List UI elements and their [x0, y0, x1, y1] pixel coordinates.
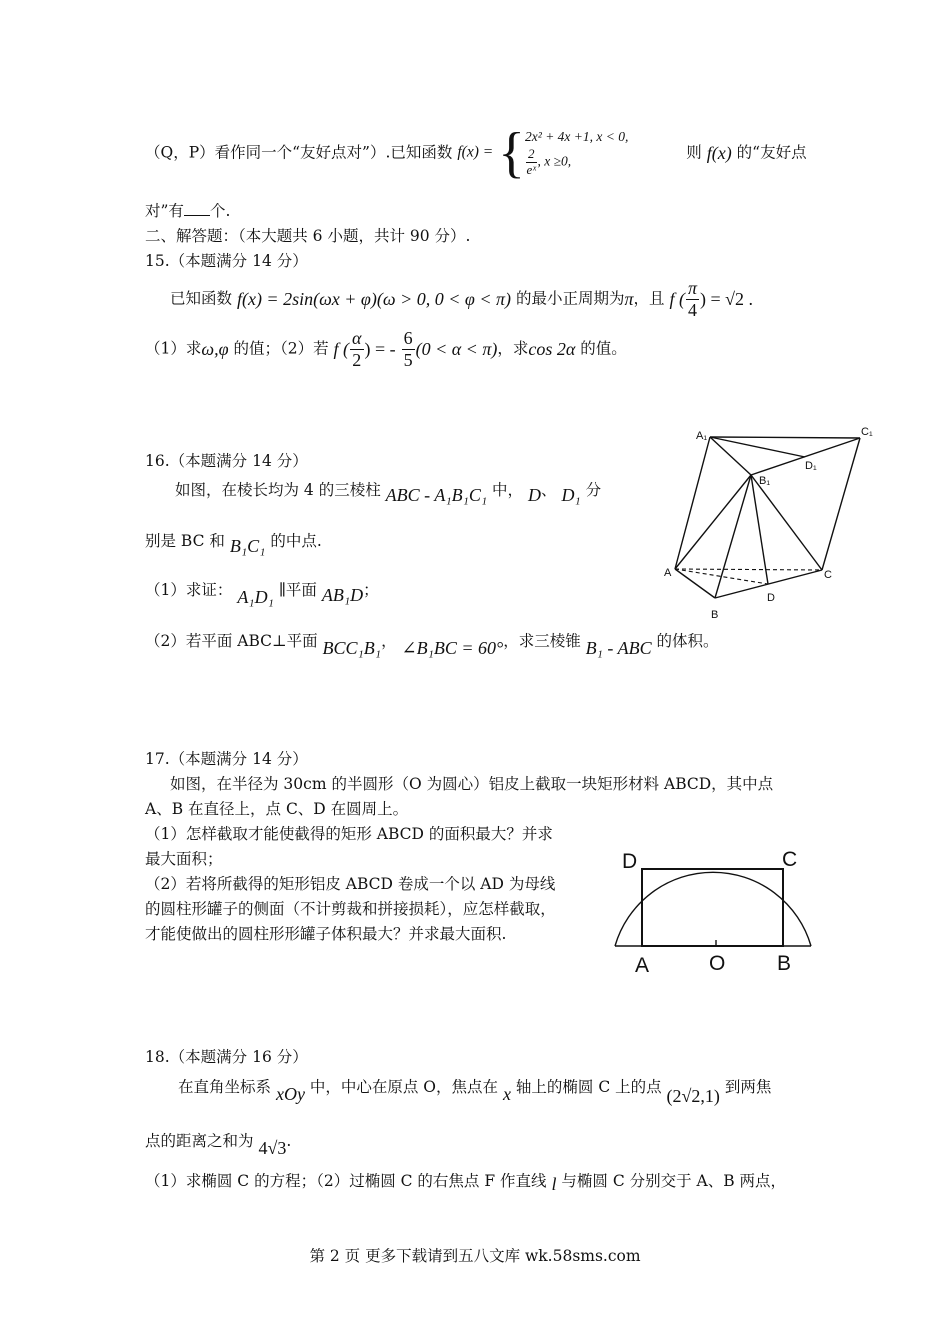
- q18-title: 18.（本题满分 16 分）: [145, 1048, 308, 1066]
- q15-f2-mid: ) = -: [364, 339, 396, 360]
- q18-line3: [145, 1168, 786, 1192]
- edge-b1-d: [751, 475, 771, 584]
- q15-f2-close: (0 < α < π): [415, 339, 498, 360]
- q18-point: (2√2,1): [666, 1086, 720, 1106]
- q18-line2: [145, 1128, 292, 1158]
- q14-tail2b: 个.: [209, 202, 231, 220]
- q16-l1-a: 如图，在棱长均为 4 的三棱柱: [175, 481, 381, 499]
- q17-line7: 才能使做出的圆柱形形罐子体积最大？并求最大面积.: [145, 925, 507, 943]
- q16-sep: 、: [540, 481, 557, 499]
- q16-title: 16.（本题满分 14 分）: [145, 452, 308, 470]
- label-b: B: [777, 952, 792, 975]
- q17-line3: （1）怎样截取才能使截得的矩形 ABCD 的面积最大？并求: [145, 825, 553, 843]
- q18-l2-b: .: [286, 1132, 292, 1150]
- q14-fx-label: f(x) =: [457, 143, 494, 161]
- label-d: D: [767, 592, 775, 604]
- edge-b1-b: [715, 475, 751, 598]
- q18-x: x: [502, 1084, 511, 1104]
- q16-l3-b: ∥平面: [278, 581, 317, 599]
- q16-line3: [145, 577, 379, 607]
- q14-line1: [145, 122, 807, 198]
- q16-l4-b: ，: [381, 632, 397, 650]
- q17-line2: A、B 在直径上，点 C、D 在圆周上。: [145, 800, 409, 818]
- q14-case2-num: 2: [528, 146, 535, 162]
- q16-pyramid: B₁ - ABC: [585, 638, 652, 658]
- q14-tail2a: 对”有: [145, 202, 184, 220]
- q14-case2-den: eˣ: [526, 162, 536, 178]
- q18-l1-c: 轴上的椭圆 C 上的点: [515, 1078, 662, 1096]
- q14-fx2: f(x): [706, 143, 732, 164]
- q14-lead: （Q，P）看作同一个“友好点对”）.已知函数: [145, 143, 453, 162]
- label-a1: A₁: [696, 430, 708, 442]
- label-d: D: [622, 850, 638, 873]
- q15-line1: [170, 278, 753, 328]
- edge-a1-b1: [710, 437, 751, 475]
- q16-ab1d: AB₁D: [321, 585, 364, 605]
- q18-l1-b: 中，中心在原点 O，焦点在: [309, 1078, 499, 1096]
- q17-title: 17.（本题满分 14 分）: [145, 750, 308, 768]
- q18-l1-a: 在直角坐标系: [178, 1078, 272, 1096]
- q17-line1: 如图，在半径为 30cm 的半圆形（O 为圆心）铝皮上截取一块矩形材料 ABCD，其中点: [170, 775, 774, 793]
- q15-frac3-num: 6: [403, 328, 413, 348]
- q15-frac-num: π: [687, 278, 697, 298]
- semicircle-figure: [605, 840, 825, 980]
- q14-then: 则: [686, 143, 702, 162]
- q15-l1-a: 已知函数: [170, 289, 233, 308]
- q15-title: 15.（本题满分 14 分）: [145, 252, 308, 270]
- q14-piecewise: [498, 122, 629, 184]
- q16-angle: ∠B₁BC = 60°: [401, 638, 504, 658]
- label-b1: B₁: [759, 475, 771, 487]
- q16-l4-a: （2）若平面 ABC⊥平面: [145, 632, 318, 650]
- brace-icon: {: [498, 122, 526, 184]
- q15-formula: f(x) = 2sin(ωx + φ)(ω > 0, 0 < φ < π): [236, 289, 511, 310]
- q18-l3-a: （1）求椭圆 C 的方程；（2）过椭圆 C 的右焦点 F 作直线: [145, 1172, 547, 1190]
- q15-pi: π: [624, 289, 634, 310]
- q15-cos2a: cos 2α: [528, 339, 576, 360]
- q15-frac2-num: α: [352, 328, 362, 348]
- label-c: C: [782, 848, 798, 871]
- q15-l2-a: （1）求: [145, 339, 202, 358]
- q15-l2-d: 的值。: [580, 339, 627, 358]
- q16-l4-d: 的体积。: [656, 632, 719, 650]
- q15-l1-b: 的最小正周期为: [515, 289, 625, 308]
- q14-case1: 2x² + 4x +1, x < 0,: [525, 129, 629, 145]
- q15-l1-c: ，且: [633, 289, 665, 308]
- rectangle-abcd: [642, 869, 783, 946]
- q16-d1: D₁: [561, 485, 581, 505]
- q16-line2: [145, 528, 322, 556]
- edge-a-b: [675, 569, 715, 598]
- edge-c1-c: [822, 438, 860, 570]
- q15-frac2-den: 2: [352, 349, 362, 370]
- q14-tail1: 的“友好点: [736, 143, 807, 162]
- prism-figure: [655, 418, 885, 630]
- q16-d: D: [527, 485, 541, 505]
- edge-b1-a: [675, 475, 751, 569]
- q15-l2-c: ，求: [497, 339, 529, 358]
- q15-f-open: f (: [669, 289, 685, 310]
- q15-f-close: ) = √2 .: [699, 289, 753, 310]
- q18-line1: [178, 1074, 772, 1106]
- q17-line4: 最大面积；: [145, 850, 223, 868]
- q16-l3-c: ；: [363, 581, 379, 599]
- edge-a1-a: [675, 437, 710, 569]
- edge-b1-c: [751, 475, 822, 570]
- q16-l2-a: 别是 BC 和: [145, 532, 225, 550]
- label-d1: D₁: [805, 460, 817, 472]
- q15-frac-den: 4: [687, 299, 697, 320]
- q16-l3-a: （1）求证：: [145, 581, 233, 599]
- edge-a-c-dashed: [675, 569, 822, 570]
- q15-frac3-den: 5: [403, 349, 413, 370]
- label-a: A: [664, 567, 672, 579]
- label-o: O: [709, 952, 726, 975]
- q15-line2: [145, 328, 627, 378]
- q15-wphi: ω,φ: [201, 339, 229, 360]
- q16-l2-b: 的中点.: [270, 532, 322, 550]
- edge-a1-d1: [710, 437, 805, 457]
- q15-f2-open: f (: [333, 339, 350, 360]
- q18-l: l: [551, 1174, 557, 1194]
- label-a: A: [635, 954, 650, 977]
- edge-a1-c1: [710, 437, 860, 438]
- q18-xoy: xOy: [275, 1084, 305, 1104]
- section-heading: 二、解答题：（本大题共 6 小题，共计 90 分）.: [145, 227, 471, 245]
- q16-l1-b: 中，: [492, 481, 524, 499]
- q14-line2: [145, 201, 230, 222]
- q16-l4-c: ，求三棱锥: [503, 632, 581, 650]
- q18-sum: 4√3: [258, 1138, 287, 1158]
- q16-a1d1: A₁D₁: [237, 587, 274, 607]
- answer-blank[interactable]: [184, 215, 210, 216]
- q16-bcc1b1: BCC₁B₁: [322, 638, 382, 658]
- q18-l1-d: 到两焦: [724, 1078, 772, 1096]
- q16-b1c1: B₁C₁: [229, 536, 266, 556]
- q16-line1: [175, 477, 602, 505]
- q17-line6: 的圆柱形罐子的侧面（不计剪裁和拼接损耗），应怎样截取，: [145, 900, 556, 918]
- q14-case2-cond: , x ≥0,: [537, 153, 572, 169]
- q16-line4: [145, 628, 719, 658]
- semicircle-arc: [615, 872, 811, 946]
- page-footer: 第 2 页 更多下载请到五八文库 wk.58sms.com: [309, 1247, 641, 1265]
- label-c: C: [824, 569, 832, 581]
- q16-l1-c: 分: [585, 481, 602, 499]
- q17-line5: （2）若将所截得的矩形铝皮 ABCD 卷成一个以 AD 为母线: [145, 875, 556, 893]
- q15-l2-b: 的值；（2）若: [233, 339, 329, 358]
- q18-l3-b: 与椭圆 C 分别交于 A、B 两点，: [561, 1172, 787, 1190]
- q16-prism: ABC - A₁B₁C₁: [385, 485, 488, 505]
- label-b: B: [711, 609, 719, 621]
- q18-l2-a: 点的距离之和为: [145, 1132, 254, 1150]
- label-c1: C₁: [861, 426, 873, 438]
